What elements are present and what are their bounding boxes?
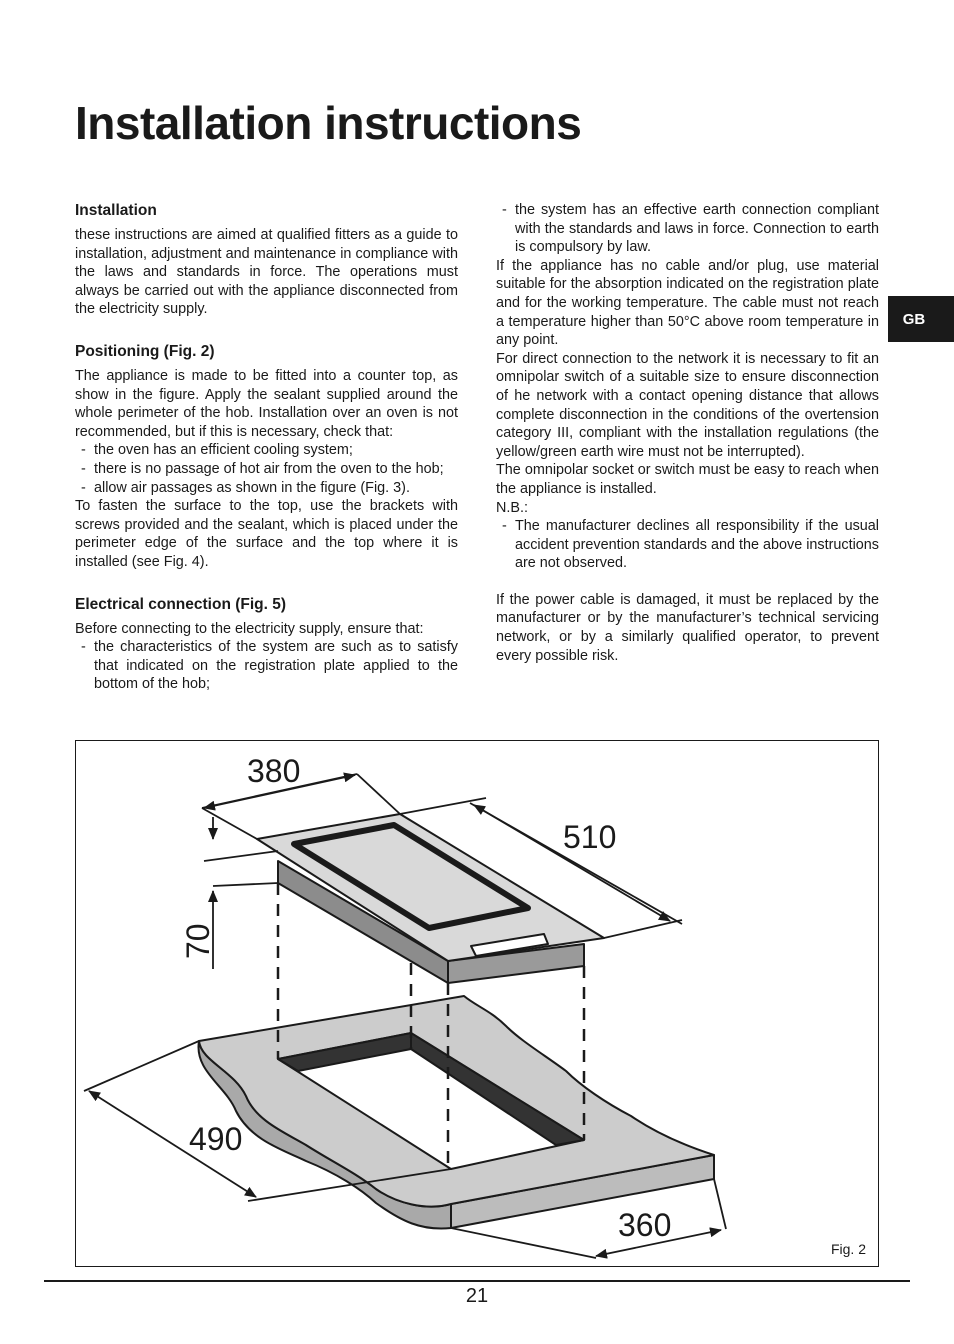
positioning-heading: Positioning (Fig. 2) xyxy=(75,342,215,360)
positioning-section xyxy=(75,343,458,572)
installation-section xyxy=(75,202,458,319)
dimension-label-380: 380 xyxy=(247,753,301,789)
dimension-label-360: 360 xyxy=(618,1207,672,1243)
direct-connection-paragraph: For direct connection to the network it is necessary to fit an omnipolar switch of a suitable size to ensure disconnection of he network with a contact opening distance that allows complete disconnection in the conditions of the overtension category III, compliant with the installation regulations (the yellow/green earth wire must not be interrupted). xyxy=(496,350,879,460)
list-item: - the characteristics of the system are such as to satisfy that indicated on the registration plate applied to the bottom of the hob; xyxy=(75,638,458,694)
electrical-list xyxy=(75,638,458,694)
right-column xyxy=(496,201,879,665)
list-item: - there is no passage of hot air from the oven to the hob; xyxy=(75,460,458,479)
installation-figure xyxy=(75,740,879,1267)
footer-rule xyxy=(44,1280,910,1282)
dimension-label-490: 490 xyxy=(189,1121,243,1157)
list-item: - allow air passages as shown in the figure (Fig. 3). xyxy=(75,479,458,498)
installation-body: these instructions are aimed at qualified fitters as a guide to installation, adjustment and maintenance in compliance with the laws and standards in force. The operations must always be carried out with the appliance disconnected from the electricity supply. xyxy=(75,227,458,318)
nb-label: N.B.: xyxy=(496,499,528,516)
language-tab: GB xyxy=(888,296,954,342)
installation-heading: Installation xyxy=(75,202,157,219)
electrical-heading: Electrical connection (Fig. 5) xyxy=(75,595,287,613)
left-column xyxy=(75,202,458,694)
positioning-outro: To fasten the surface to the top, use the brackets with screws provided and the sealant, which is placed under the perimeter edge of the surface and the top where it is installed (see Fig. 4). xyxy=(75,498,458,570)
dimension-label-510: 510 xyxy=(563,819,617,855)
socket-paragraph: The omnipolar socket or switch must be easy to reach when the appliance is installed. xyxy=(496,462,879,497)
hob xyxy=(257,814,604,983)
page-title: Installation instructions xyxy=(75,97,582,149)
dimension-label-70: 70 xyxy=(180,923,216,959)
list-item: - the system has an effective earth connection compliant with the standards and laws in force. Connection to earth is compulsory by law. xyxy=(496,201,879,257)
list-item: - the oven has an efficient cooling system; xyxy=(75,441,458,460)
countertop xyxy=(198,996,714,1229)
positioning-list xyxy=(75,441,458,497)
earth-list xyxy=(496,201,879,257)
list-item: - The manufacturer declines all responsibility if the usual accident prevention standards and the above instructions are not observed. xyxy=(496,517,879,573)
power-cable-paragraph: If the power cable is damaged, it must be replaced by the manufacturer or by the manufacturer’s technical servicing network, or by a similarly qualified operator, to prevent every possible risk. xyxy=(496,591,879,664)
cable-paragraph: If the appliance has no cable and/or plug, use material suitable for the absorption indicated on the registration plate and for the working temperature. The cable must not reach a temperature higher than 50°C above room temperature in any point. xyxy=(496,257,879,349)
hob-installation-diagram xyxy=(76,741,878,1266)
electrical-intro: Before connecting to the electricity supply, ensure that: xyxy=(75,620,424,637)
electrical-section xyxy=(75,596,458,694)
nb-list xyxy=(496,517,879,573)
figure-caption: Fig. 2 xyxy=(830,1241,866,1257)
page-number: 21 xyxy=(465,1285,489,1307)
positioning-intro: The appliance is made to be fitted into a counter top, as show in the figure. Apply the sealant supplied around the whole perimeter of the hob. Installation over an oven is not recommended, but if this is necessary, check that: xyxy=(75,367,458,440)
